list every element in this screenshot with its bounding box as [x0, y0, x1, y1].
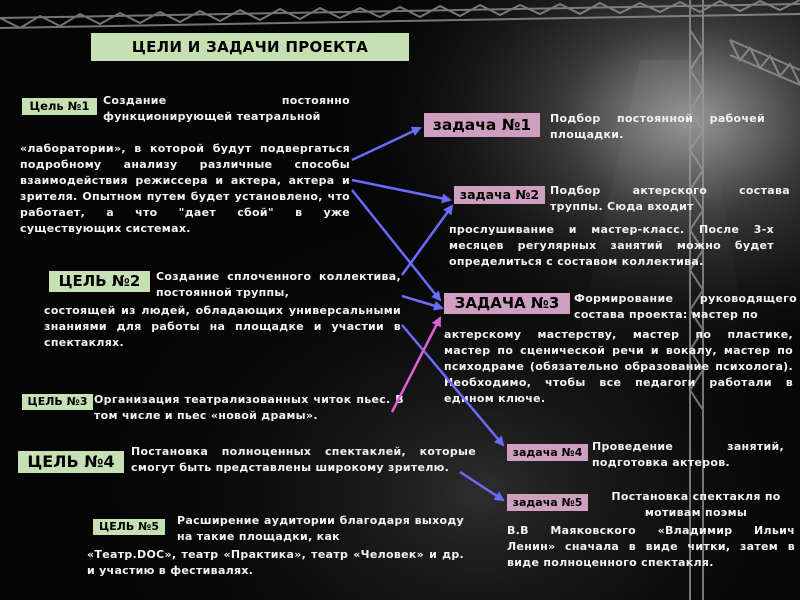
goal-5-text-head: Расширение аудитории благодаря выходу на такие площадки, как	[177, 514, 464, 543]
goal-5-text-body: «Театр.DOC», театр «Практика», театр «Человек» и др. и участию в фестивалях.	[87, 548, 464, 577]
task-3-text-head: Формирование руководящего состава проекта: мастер по	[574, 292, 797, 321]
goal-2-text-head: Создание сплоченного коллектива, постоянной труппы,	[156, 270, 401, 299]
goal-5-label: ЦЕЛЬ №5	[93, 519, 165, 535]
goal-3-text: Организация театрализованных читок пьес. В том числе и пьес «новой драмы».	[94, 393, 404, 422]
task-1-label: задача №1	[424, 113, 540, 137]
task-4-label: задача №4	[507, 444, 588, 461]
task-3-text-body: актерскому мастерству, мастер по пластике, мастер по сценической речи и вокалу, мастер по психодраме (обязательно образование психолога). Необходимо, чтобы все педагоги работали в едином ключе.	[444, 328, 793, 405]
goal-2-text-body: состоящей из людей, обладающих универсальными знаниями для работы на площадке и участии в спектаклях.	[44, 304, 401, 349]
goal-4-text: Постановка полноценных спектаклей, которые смогут быть представлены широкому зрителю.	[131, 445, 476, 474]
goal-2-label: ЦЕЛЬ №2	[49, 271, 150, 292]
task-5-label: задача №5	[507, 494, 588, 511]
task-4-text: Проведение занятий, подготовка актеров.	[592, 440, 784, 469]
task-5-text-head: Постановка спектакля по мотивам поэмы	[611, 490, 781, 519]
task-5-text-body: В.В Маяковского «Владимир Ильич Ленин» сначала в виде читки, затем в виде полноценного спектакля.	[507, 524, 795, 569]
task-2-text-body: прослушивание и мастер-класс. После 3-х месяцев регулярных занятий можно будет определиться с составом коллектива.	[449, 223, 774, 268]
goal-1-text-body: «лаборатории», в которой будут подвергаться подробному анализу различные способы взаимодействия режиссера и актера, актера и зрителя. Опытном путем будет установлено, что работает, а что "дает сбой" в уже существующих системах.	[20, 142, 350, 235]
page-title: ЦЕЛИ И ЗАДАЧИ ПРОЕКТА	[91, 33, 409, 61]
task-2-label: задача №2	[454, 186, 545, 204]
task-1-text: Подбор постоянной рабочей площадки.	[550, 112, 765, 141]
task-3-label: ЗАДАЧА №3	[444, 293, 570, 314]
goal-1-text-head: Создание постоянно функционирующей театральной	[103, 94, 350, 123]
goal-4-label: ЦЕЛЬ №4	[18, 451, 124, 473]
task-2-text-head: Подбор актерского состава труппы. Сюда входит	[550, 184, 790, 213]
goal-3-label: ЦЕЛЬ №3	[22, 394, 93, 410]
goal-1-label: Цель №1	[22, 98, 97, 115]
